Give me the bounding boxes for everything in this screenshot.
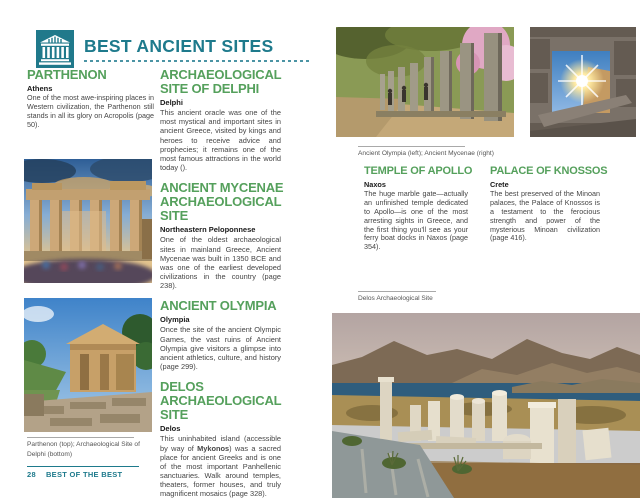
section-location: Delphi [160,98,183,108]
section-body: One of the most awe-inspiring places in Western civilization, the Parthenon still stands in all its glory on Acropolis (page 50). [27,93,154,129]
footer-label: BEST OF THE BEST [45,470,123,479]
section-parthenon [27,68,154,130]
left-caption-rule [27,437,134,438]
footer-rule [27,466,139,467]
section-location: Olympia [160,315,190,325]
parthenon-photo [24,159,152,283]
section-apollo [364,165,473,252]
body-text: ) was a sacred place for ancient Greeks and is one of the most important Panhellenic sanctuaries. Walk around temples, theaters, former houses, and truly magnificent mosaics (page 328). [160,443,281,499]
body-text: This uninhabited island (accessible by way of [160,434,281,453]
section-location: Northeastern Peloponnese [160,225,256,235]
page-footer [27,470,122,479]
section-body: The best preserved of the Minoan palaces, the Palace of Knossos is a testament to the ferocious strength and power of the mysterious Minoan civilization (page 416). [490,188,600,243]
section-title: ANCIENT MYCENAE ARCHAEOLOGICAL SITE [160,180,284,224]
section-mycenae [160,180,284,291]
section-location: Crete [490,179,509,189]
section-title: ARCHAEOLOGICAL SITE OF DELPHI [160,67,282,97]
section-delphi [160,68,281,172]
section-title: PARTHENON [27,67,107,82]
delos-photo [332,313,640,498]
section-olympia [160,299,281,371]
olympia-photo [336,27,514,137]
section-delos [160,380,281,498]
section-title: PALACE OF KNOSSOS [490,165,608,177]
left-column-1 [27,68,154,130]
section-title: DELOS ARCHAEOLOGICAL SITE [160,379,282,423]
left-column-2 [160,67,284,499]
right-caption-rule [358,146,465,147]
right-column-1 [364,165,473,252]
section-body [160,434,281,498]
section-body: This ancient oracle was one of the most mystical and important sites in ancient Greece, visited by kings and heroes to receive advice and prophecies; it remains one of the most famous attractions in the world today (). [160,108,281,173]
section-badge [36,30,74,68]
delos-caption-rule [358,291,436,292]
page-number: 28 [27,470,36,479]
section-location: Delos [160,424,181,434]
delphi-photo [24,298,152,432]
section-title: ANCIENT OLYMPIA [160,298,277,314]
section-title: TEMPLE OF APOLLO [364,165,473,177]
temple-icon [36,30,74,68]
mycenae-photo [530,27,636,137]
title-underline [84,60,310,62]
section-body: The huge marble gate—actually an unfinished temple dedicated to Apollo—is one of the most arresting sights in Greece, and the first thing you'll see as your ferry boat docks in Naxos (page 354). [364,188,468,252]
right-column-2 [490,165,608,243]
delos-caption: Delos Archaeological Site [358,295,433,302]
section-knossos [490,165,608,243]
section-location: Athens [27,84,53,94]
section-location: Naxos [364,179,386,189]
body-bold-term: Mykonos [197,443,230,453]
section-body: One of the oldest archaeological sites in mainland Greece, Ancient Mycenae was built in 1350 BCE and was one of the earliest developed civilizations in the country (page 238). [160,235,281,291]
page-title: BEST ANCIENT SITES [84,36,274,56]
left-photos-caption: Parthenon (top); Archaeological Site of Delphi (bottom) [27,441,140,458]
section-body: Once the site of the ancient Olympic Games, the vast ruins of Ancient Olympia give visitors a glimpse into ancient athletics, culture, and history (page 299). [160,325,281,372]
right-top-caption: Ancient Olympia (left); Ancient Mycenae (right) [358,150,494,157]
